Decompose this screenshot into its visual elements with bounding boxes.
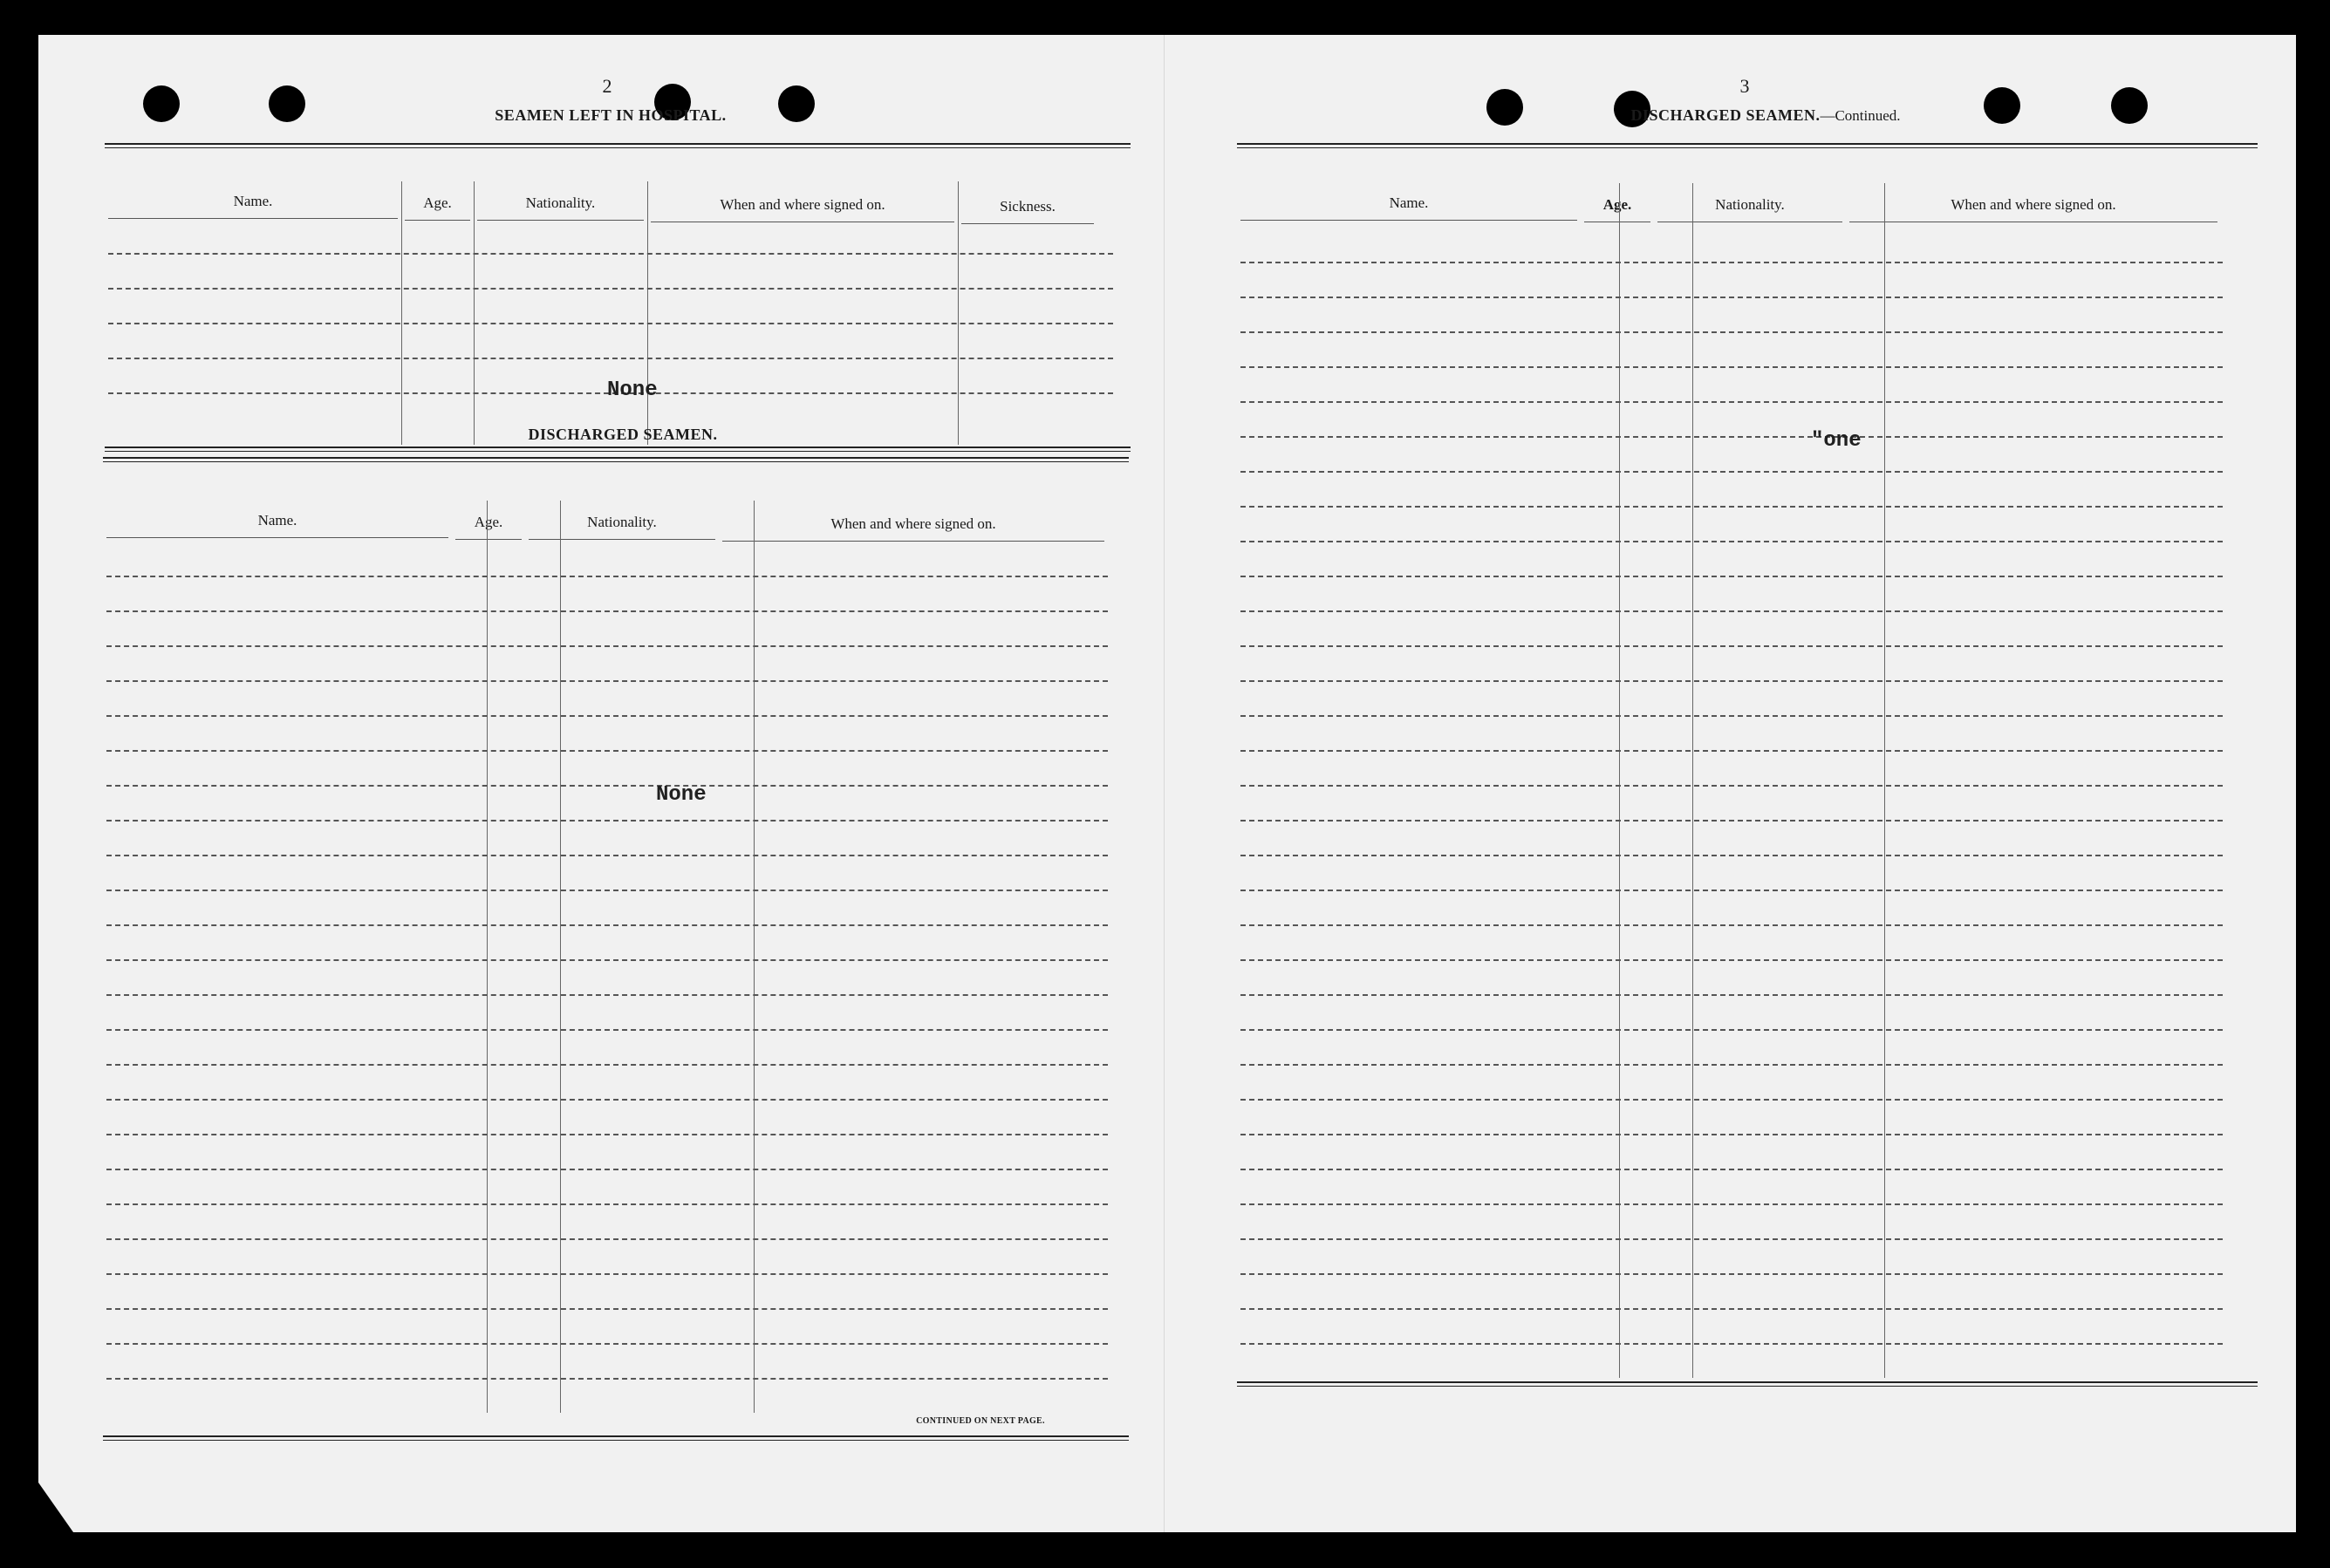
- ruled-row: [1240, 645, 2223, 647]
- ruled-row: [1240, 924, 2223, 926]
- ruled-row: [1240, 890, 2223, 891]
- ruled-row: [1240, 576, 2223, 577]
- ruled-row: [106, 924, 1108, 926]
- ruled-row: [106, 1064, 1108, 1066]
- ruled-row: [1240, 436, 2223, 438]
- punch-hole: [143, 85, 180, 122]
- ruled-rows: [1240, 262, 2223, 1387]
- ruled-row: [106, 820, 1108, 821]
- punch-hole: [1984, 87, 2020, 124]
- section-title-discharged: DISCHARGED SEAMEN.: [528, 426, 718, 443]
- punch-hole: [2111, 87, 2148, 124]
- ruled-row: [106, 890, 1108, 891]
- ruled-row: [1240, 401, 2223, 403]
- header-rule: [477, 220, 644, 221]
- header-rule: [529, 539, 715, 540]
- column-header: Age.: [474, 514, 503, 530]
- ruled-row: [1240, 750, 2223, 752]
- ruled-row: [108, 358, 1113, 359]
- column-header: Nationality.: [587, 514, 657, 530]
- table-bottom-rule: [1237, 1381, 2258, 1387]
- ruled-row: [106, 1029, 1108, 1031]
- discharged-table: [103, 457, 1129, 1421]
- column-header b: When and where signed on.: [830, 515, 996, 532]
- table-bottom-rule: [103, 1435, 1129, 1441]
- ruled-row: [1240, 1343, 2223, 1345]
- ruled-row: [1240, 331, 2223, 333]
- column-header: Name.: [1389, 194, 1429, 211]
- ruled-row: [106, 1273, 1108, 1275]
- column-header: Age.: [423, 194, 452, 211]
- ruled-row: [1240, 959, 2223, 961]
- ruled-row: [1240, 1308, 2223, 1310]
- typed-entry: None: [656, 783, 707, 807]
- ruled-row: [1240, 1203, 2223, 1205]
- ruled-row: [1240, 820, 2223, 821]
- ruled-row: [106, 610, 1108, 612]
- ruled-row: [1240, 994, 2223, 996]
- ruled-row: [106, 1308, 1108, 1310]
- column-header: Nationality.: [1715, 196, 1785, 213]
- column-header: Age.: [1602, 196, 1632, 213]
- ruled-row: [1240, 506, 2223, 508]
- ruled-row: [1240, 1134, 2223, 1135]
- ruled-row: [1240, 541, 2223, 542]
- page-number: 3: [1739, 75, 1750, 97]
- typed-entry: "one: [1811, 429, 1862, 453]
- header-rule: [106, 537, 448, 538]
- ruled-rows: [108, 253, 1113, 447]
- ruled-row: [1240, 366, 2223, 368]
- punch-hole: [1486, 89, 1523, 126]
- column-header: Nationality.: [525, 194, 596, 211]
- ruled-row: [1240, 471, 2223, 473]
- ruled-row: [1240, 610, 2223, 612]
- ruled-row: [1240, 1169, 2223, 1170]
- continued-note: CONTINUED ON NEXT PAGE.: [916, 1416, 1045, 1426]
- ruled-row: [1240, 262, 2223, 263]
- ruled-row: [1240, 855, 2223, 856]
- ruled-row: [106, 994, 1108, 996]
- column-header: When and where signed on.: [1951, 196, 2116, 213]
- section-title-discharged-continued: [1574, 106, 1958, 125]
- ruled-row: [106, 855, 1108, 856]
- ruled-row: [106, 1134, 1108, 1135]
- column-header: Sickness.: [1000, 198, 1056, 215]
- section-title-text: DISCHARGED SEAMEN.: [1630, 106, 1821, 124]
- ruled-row: [106, 750, 1108, 752]
- typed-entry: None: [607, 378, 658, 402]
- ruled-rows: [106, 576, 1108, 1413]
- header-rule: [722, 541, 1104, 542]
- ruled-row: [1240, 1273, 2223, 1275]
- ruled-row: [106, 1238, 1108, 1240]
- ruled-row: [1240, 297, 2223, 298]
- hospital-table: [105, 143, 1131, 450]
- ruled-row: [106, 715, 1108, 717]
- ruled-row: [106, 959, 1108, 961]
- page-fold: [1164, 35, 1165, 1532]
- discharged-continued-table: [1237, 143, 2258, 1413]
- ruled-row: [106, 1099, 1108, 1101]
- ruled-row: [108, 253, 1113, 255]
- header-rule: [455, 539, 522, 540]
- column-header: Name.: [257, 512, 297, 528]
- ruled-row: [106, 1203, 1108, 1205]
- column-header: When and where signed on.: [720, 196, 885, 213]
- continued-suffix: —Continued.: [1820, 107, 1901, 124]
- ruled-row: [108, 323, 1113, 324]
- page-number: 2: [602, 75, 612, 97]
- punch-hole: [269, 85, 305, 122]
- table-bottom-rule: [105, 447, 1131, 452]
- ruled-row: [1240, 715, 2223, 717]
- ruled-row: [1240, 1029, 2223, 1031]
- ruled-row: [106, 1378, 1108, 1380]
- document-spread: [38, 35, 2296, 1532]
- ruled-row: [1240, 1099, 2223, 1101]
- header-rule: [1240, 220, 1577, 221]
- header-rule: [405, 220, 470, 221]
- ruled-row: [106, 1343, 1108, 1345]
- ruled-row: [1240, 785, 2223, 787]
- column-header: Name.: [233, 193, 273, 209]
- ruled-row: [106, 576, 1108, 577]
- ruled-row: [1240, 1064, 2223, 1066]
- header-rule: [961, 223, 1094, 224]
- torn-corner: [38, 1483, 73, 1532]
- ruled-row: [106, 680, 1108, 682]
- ruled-row: [106, 1169, 1108, 1170]
- ruled-row: [1240, 680, 2223, 682]
- ruled-row: [108, 288, 1113, 290]
- header-rule: [108, 218, 398, 219]
- section-title-hospital: SEAMEN LEFT IN HOSPITAL.: [495, 106, 727, 124]
- ruled-row: [106, 645, 1108, 647]
- ruled-row: [106, 785, 1108, 787]
- ruled-row: [1240, 1238, 2223, 1240]
